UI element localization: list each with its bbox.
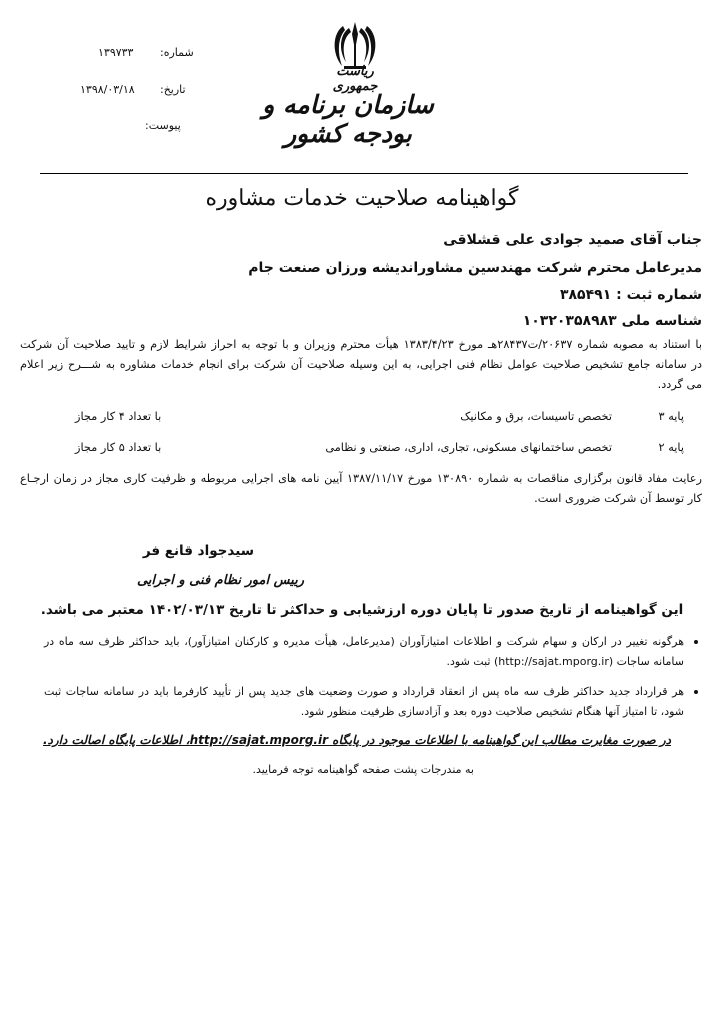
addressee: جناب آقای صمید جوادی علی قشلاقی	[443, 232, 702, 248]
list-item	[44, 682, 684, 722]
signatory-name: سیدجواد قانع فر	[142, 543, 254, 559]
attachment-label: پیوست:	[145, 119, 181, 132]
signatory-title: رییس امور نظام فنی و اجرایی	[136, 573, 304, 588]
compliance-line-2: کار توسط آن شرکت ضروری است.	[534, 492, 702, 505]
number-value: ۱۳۹۷۳۳	[98, 46, 134, 59]
footnote: به مندرجات پشت صفحه گواهینامه توجه فرمایید.	[252, 763, 474, 776]
grade-label: پایه ۲	[658, 441, 684, 454]
bullet-icon	[694, 690, 698, 694]
intro-line-3: می گردد.	[657, 378, 702, 391]
date-label: تاریخ:	[160, 83, 186, 96]
certificate-title: گواهینامه صلاحیت خدمات مشاوره	[205, 186, 519, 211]
bullet-line: شود، تا امتیاز آنها هنگام تشخیص صلاحیت دوره بعد و آزادسازی ظرفیت منظور شود.	[300, 705, 684, 718]
validity-statement: این گواهینامه از تاریخ صدور تا پایان دوره ارزشیابی و حداکثر تا تاریخ ۱۴۰۲/۰۳/۱۳ معتبر می باشد.	[40, 602, 684, 618]
bullet-line: هرگونه تغییر در ارکان و سهام شرکت و اطلاعات امتیازآوران (مدیرعامل، هیأت مدیره و کارکنان امتیازآور)، باید حداکثر ظرف سه ماه در	[44, 635, 684, 648]
bullet-line: هر قرارداد جدید حداکثر ظرف سه ماه پس از انعقاد قرارداد و صورت وضعیت های جدید پس از تأیید کارفرما باید در سامانه ساجات ثبت	[44, 685, 684, 698]
national-id: شناسه ملی ۱۰۳۲۰۳۵۸۹۸۳	[522, 313, 702, 329]
compliance-line-1: رعایت مفاد قانون برگزاری مناقصات به شماره ۱۳۰۸۹۰ مورخ ۱۳۸۷/۱۱/۱۷ آیین نامه های اجرایی مربوطه و ظرفیت کاری مجاز در زمان ارجـاع	[20, 472, 702, 485]
intro-line-2: در سامانه جامع تشخیص صلاحیت عوامل نظام فنی اجرایی، به این وسیله صلاحیت آن شرکت برای انجام خدمات مشاوره به شـــرح زیر اعلام	[20, 358, 702, 371]
bullet-line: سامانه ساجات (http://sajat.mporg.ir) ثبت شود.	[446, 655, 684, 668]
grade-label: پایه ۳	[658, 410, 684, 423]
number-label: شماره:	[160, 46, 194, 59]
grade-specialty: تخصص تاسیسات، برق و مکانیک	[460, 410, 612, 423]
intro-line-1: با استناد به مصوبه شماره ۲۰۶۳۷/ت۲۸۴۳۷هـ مورخ ۱۳۸۳/۴/۲۳ هیأت محترم وزیران و با توجه به احراز شرایط لازم و تایید صلاحیت آن شرکت	[20, 338, 702, 351]
grade-count: با تعداد ۴ کار مجاز	[75, 410, 162, 423]
list-item	[44, 632, 684, 672]
registration-number: شماره ثبت : ۳۸۵۴۹۱	[559, 287, 702, 303]
presidency-label: ریاست جمهوری	[332, 64, 378, 94]
bullet-icon	[694, 640, 698, 644]
authenticity-notice: در صورت مغایرت مطالب این گواهینامه با اطلاعات موجود در پایگاه http://sajat.mporg.ir، اطلاعات پایگاه اصالت دارد.	[42, 733, 672, 747]
addressee-position: مدیرعامل محترم شرکت مهندسین مشاوراندیشه ورزان صنعت جام	[248, 260, 702, 276]
grade-specialty: تخصص ساختمانهای مسکونی، تجاری، اداری، صنعتی و نظامی	[325, 441, 612, 454]
date-value: ۱۳۹۸/۰۳/۱۸	[80, 83, 135, 96]
grade-count: با تعداد ۵ کار مجاز	[75, 441, 162, 454]
header-divider	[40, 173, 688, 174]
organization-name: سازمان برنامه و بودجه کشور	[262, 90, 434, 148]
